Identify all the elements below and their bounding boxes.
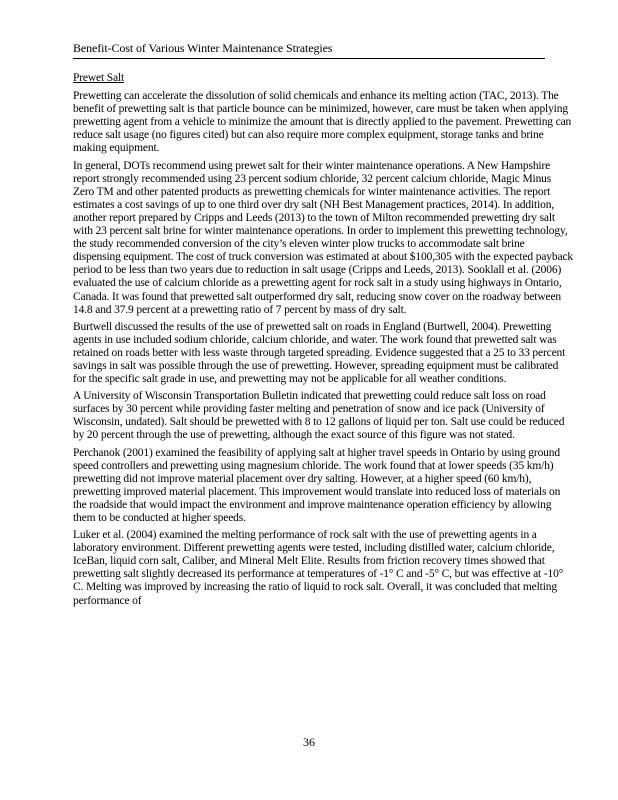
paragraph-perchanok: Perchanok (2001) examined the feasibility of applying salt at higher travel speeds in Ontario by using ground speed controllers and prewetting using magnesium chloride. The work found that at lower speeds (35 km/h) prewetting did not improve material placement over dry salting. However, at a higher speed (60 km/h), prewetting improved material placement. This improvement would translate into reduced loss of materials on the roadside that would impact the environment and improve maintenance operation efficiency by allowing them to be conducted at higher speeds. bbox=[73, 446, 561, 524]
page-body bbox=[73, 72, 573, 612]
page-number: 36 bbox=[303, 735, 315, 749]
paragraph-prewetting-benefits: Prewetting can accelerate the dissolution of solid chemicals and enhance its melting action (TAC, 2013). The benefit of prewetting salt is that particle bounce can be minimized, however, care must be taken when applying prewetting agent from a vehicle to minimize the amount that is directly applied to the pavement. Prewetting can reduce salt usage (no figures cited) but can also require more complex equipment, storage tanks and brine making equipment. bbox=[73, 90, 572, 155]
paragraph-wisconsin-bulletin: A University of Wisconsin Transportation Bulletin indicated that prewetting could reduce salt loss on road surfaces by 30 percent while providing faster melting and penetration of snow and ice pack (University of Wisconsin, undated). Salt should be prewetted with 8 to 12 gallons of liquid per ton. Salt use could be reduced by 20 percent through the use of prewetting, although the exact source of this figure was not stated. bbox=[73, 390, 565, 442]
header-rule bbox=[73, 58, 545, 59]
paragraph-luker: Luker et al. (2004) examined the melting performance of rock salt with the use of prewetting agents in a laboratory environment. Different prewetting agents were tested, including distilled water, calcium chloride, IceBan, liquid corn salt, Caliber, and Mineral Melt Elite. Results from friction recovery times showed that prewetting salt slightly decreased its performance at temperatures of -1° C and -5° C, but was effective at -10° C. Melting was improved by increasing the ratio of liquid to rock salt. Overall, it was concluded that melting performance of bbox=[73, 529, 564, 607]
paragraph-burtwell: Burtwell discussed the results of the use of prewetted salt on roads in England (Burtwell, 2004). Prewetting agents in use included sodium chloride, calcium chloride, and water. The work found that prewetted salt was retained on roads better with less waste through targeted spreading. Evidence suggested that a 25 to 33 percent savings in salt was possible through the use of prewetting. However, spreading equipment must be calibrated for the specific salt grade in use, and prewetting may not be applicable for all weather conditions. bbox=[73, 320, 566, 386]
section-heading: Prewet Salt bbox=[73, 72, 125, 84]
running-header: Benefit-Cost of Various Winter Maintenance Strategies bbox=[73, 41, 333, 55]
paragraph-dot-recommendations: In general, DOTs recommend using prewet salt for their winter maintenance operations. A New Hampshire report strongly recommended using 23 percent sodium chloride, 32 percent calcium chloride, Magic Minus Zero TM and other patented products as prewetting chemicals for winter maintenance activities. The report estimates a cost savings of up to one third over dry salt (NH Best Management practices, 2014). In addition, another report prepared by Cripps and Leeds (2013) to the town of Milton recommended prewetting dry salt with 23 percent salt brine for winter maintenance operations. In order to implement this prewetting technology, the study recommended conversion of the city’s eleven winter plow trucks to accommodate salt brine dispensing equipment. The cost of truck conversion was estimated at about $100,305 with the expected payback period to be less than two years due to reduction in salt usage (Cripps and Leeds, 2013). Sooklall et al. (2006) evaluated the use of calcium chloride as a prewetting agent for rock salt in a study using highways in Ontario, Canada. It was found that prewetted salt outperformed dry salt, reducing snow cover on the roadway between 14.8 and 37.9 percent at a prewetting ratio of 7 percent by mass of dry salt. bbox=[73, 159, 573, 316]
